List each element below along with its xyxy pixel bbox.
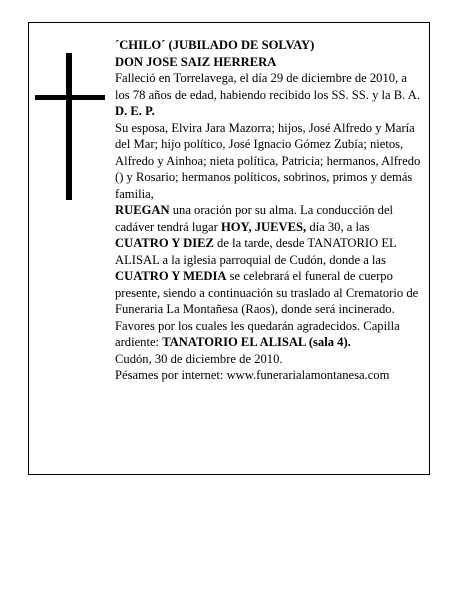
funeral-time: CUATRO Y MEDIA [115,269,227,283]
funeral-details [115,202,421,351]
funeral-day: HOY, JUEVES, [220,219,307,234]
funeral-text-3: de la tarde, desde TANATORIO EL ALISAL a la iglesia parroquial de Cudón, donde a las [115,236,397,267]
funeral-text-2: día 30, a las [306,219,370,234]
cross-horizontal-bar [35,95,105,100]
funeral-text-1: una oración por su alma. La conducción del cadáver tendrá lugar [115,203,394,234]
obituary-notice [28,22,430,475]
conduction-time: CUATRO Y DIEZ [115,236,214,250]
deceased-alias: ´CHILO´ (JUBILADO DE SOLVAY) [115,38,315,52]
ruegan-label: RUEGAN [115,203,170,217]
date-line: Cudón, 30 de diciembre de 2010. [115,351,283,366]
family-list: Su esposa, Elvira Jara Mazorra; hijos, José Alfredo y María del Mar; hijo político, José Ignacio Gómez Zubía; nietos, Alfredo y Ainhoa; nieta política, Patricia; hermanos, Alfredo () y Rosario; hermanos políticos, sobrinos, primos y demás familia, [115,120,421,201]
death-statement: Falleció en Torrelavega, el día 29 de diciembre de 2010, a los 78 años de edad, habiendo recibido los SS. SS. y la B. A. [115,71,421,102]
condolences-line: Pésames por internet: www.funerarialamontanesa.com [115,368,390,382]
cross-icon [35,53,105,200]
chapel-location: TANATORIO EL ALISAL (sala 4). [162,335,351,349]
dep-abbreviation: D. E. P. [115,104,155,118]
cross-vertical-bar [66,53,72,200]
funeral-text-4: se celebrará el funeral de cuerpo presente, siendo a continuación su traslado al Crematorio de Funeraria La Montañesa (Raos), donde será incinerado. Favores por los cuales les quedarán agradecidos. Capilla ardiente: [115,269,419,349]
deceased-name: DON JOSE SAIZ HERRERA [115,54,277,69]
notice-body [115,37,421,384]
